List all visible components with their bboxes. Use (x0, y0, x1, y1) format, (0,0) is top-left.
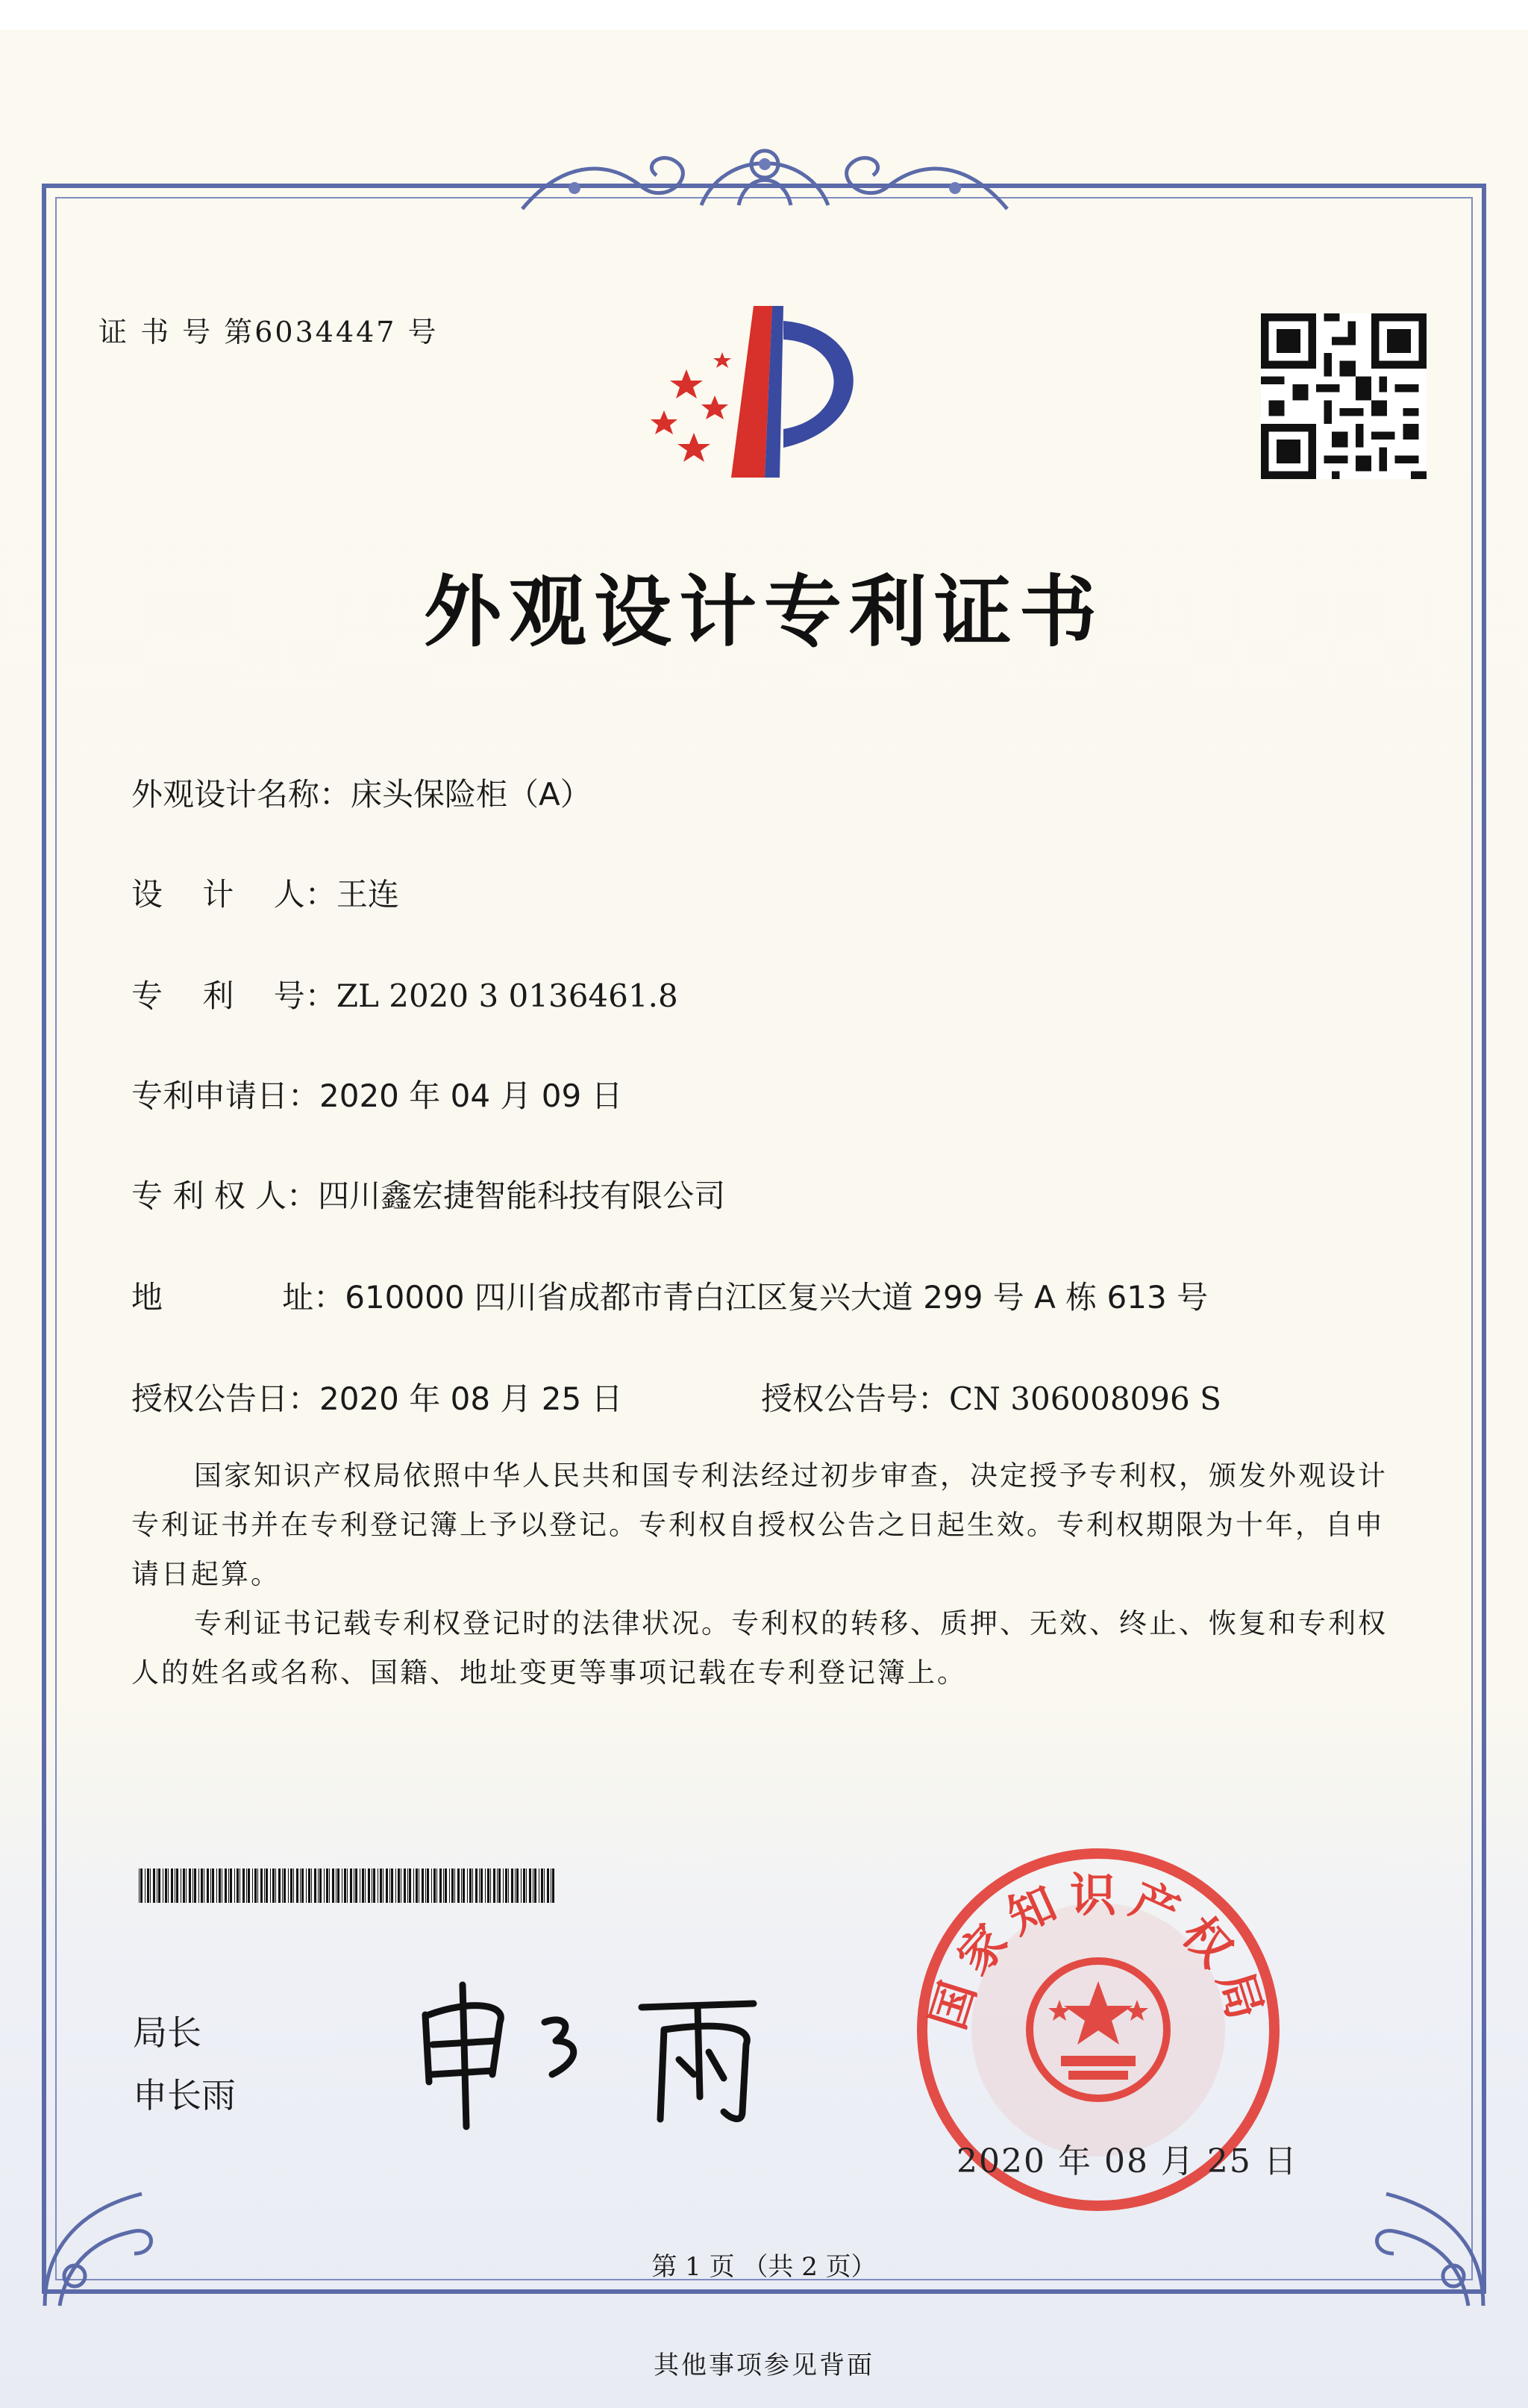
bottom-left-ornament (30, 2164, 179, 2313)
top-ornament (515, 134, 1015, 216)
address-row (131, 1273, 1208, 1318)
patentee-row (131, 1172, 725, 1216)
filing-date-value: 2020 年 04 月 09 日 (319, 1078, 623, 1114)
filing-date-label: 专利申请日： (131, 1078, 320, 1114)
grant-number-label: 授权公告号： (761, 1380, 950, 1417)
patent-number-row (131, 972, 678, 1016)
design-name-row (131, 770, 592, 815)
barcode-icon (139, 1868, 561, 1903)
designer-value: 王连 (336, 876, 399, 913)
page-number: 第 1 页 （共 2 页） (651, 2252, 877, 2282)
design-name-label: 外观设计名称： (131, 776, 351, 813)
patentee-value: 四川鑫宏捷智能科技有限公司 (318, 1178, 726, 1214)
seal-date: 2020 年 08 月 25 日 (956, 2142, 1298, 2180)
grant-date-value: 2020 年 08 月 25 日 (319, 1380, 623, 1417)
seal-text: 国家知识产权局 (920, 1867, 1277, 2036)
footer-note: 其他事项参见背面 (654, 2351, 874, 2380)
qr-code-icon (1261, 313, 1427, 479)
grant-number-row (761, 1375, 1221, 1419)
legal-paragraph-2: 专利证书记载专利权登记时的法律状况。专利权的转移、质押、无效、终止、恢复和专利权人的姓名或名称、国籍、地址变更等事项记载在专利登记簿上。 (131, 1607, 1388, 1689)
grant-date-label: 授权公告日： (131, 1380, 320, 1417)
filing-date-row (131, 1072, 623, 1116)
handwritten-signature (403, 1970, 791, 2142)
designer-row (131, 870, 399, 915)
patent-number-label: 专 利 号： (131, 978, 336, 1014)
grant-number-value: CN 306008096 S (949, 1380, 1221, 1417)
certificate-number: 证 书 号 第6034447 号 (98, 316, 439, 348)
patent-number-value: ZL 2020 3 0136461.8 (336, 978, 678, 1014)
designer-label: 设 计 人： (131, 876, 336, 913)
certificate-title: 外观设计专利证书 (423, 566, 1104, 657)
director-name: 申长雨 (133, 2075, 236, 2115)
bottom-right-ornament (1349, 2164, 1498, 2313)
cnipa-logo-icon (642, 298, 895, 500)
design-name-value: 床头保险柜（A） (351, 776, 592, 813)
patentee-label: 专 利 权 人： (131, 1178, 319, 1214)
legal-paragraph-1: 国家知识产权局依照中华人民共和国专利法经过初步审查，决定授予专利权，颁发外观设计专利证书并在专利登记簿上予以登记。专利权自授权公告之日起生效。专利权期限为十年，自申请日起算。 (131, 1460, 1388, 1590)
director-title: 局长 (133, 2013, 201, 2053)
grant-date-row (131, 1375, 623, 1419)
address-value: 610000 四川省成都市青白江区复兴大道 299 号 A 栋 613 号 (345, 1279, 1209, 1316)
address-label: 地 址： (131, 1279, 345, 1316)
